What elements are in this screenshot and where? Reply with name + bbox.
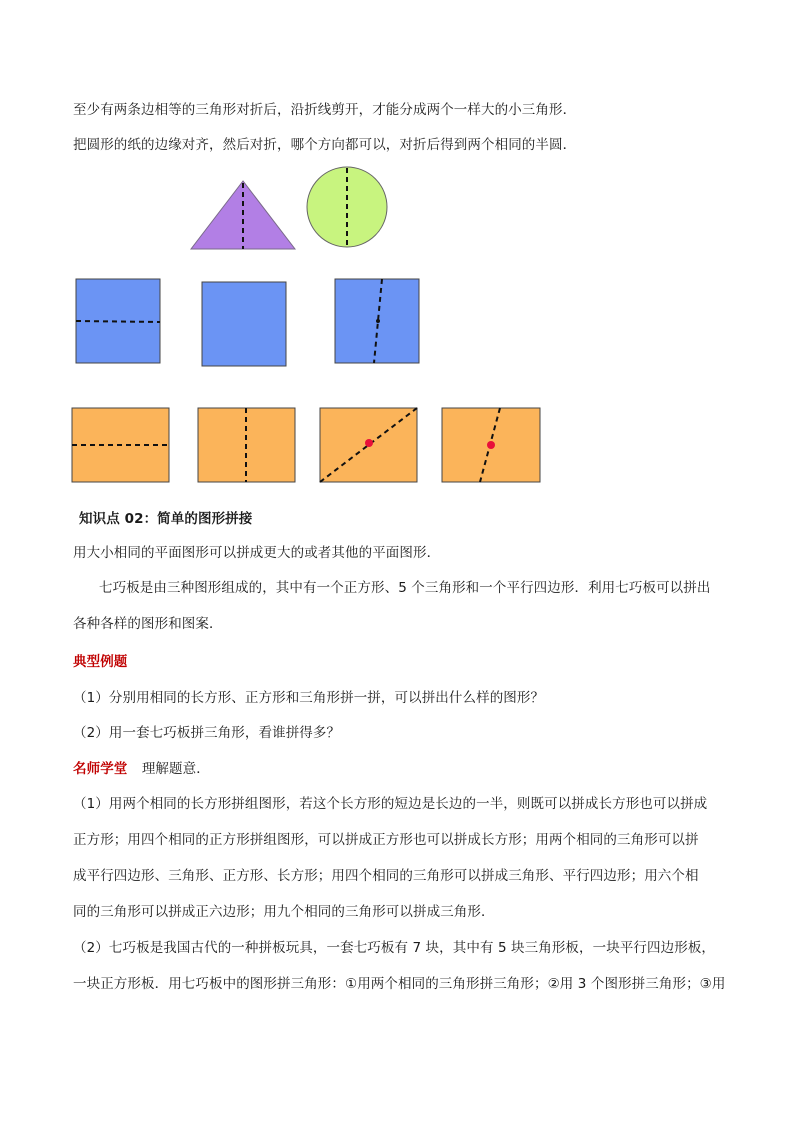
answer-2-line2: 一块正方形板．用七巧板中的图形拼三角形：①用两个相同的三角形拼三角形；②用 3 个图形拼三角形；③用: [73, 976, 726, 992]
question-2: （2）用一套七巧板拼三角形，看谁拼得多？: [73, 725, 341, 741]
answer-1-line1: （1）用两个相同的长方形拼组图形，若这个长方形的短边是长边的一半，则既可以拼成长方形也可以拼成: [73, 796, 708, 812]
section-heading: 知识点 02：简单的图形拼接: [79, 511, 253, 527]
blue-square-oblique-fold-icon: [335, 279, 419, 363]
orange-rectangle-diagonal-fold-icon: [320, 408, 417, 482]
teacher-text: 理解题意．: [141, 761, 210, 777]
blue-square-horizontal-fold-icon: [76, 279, 160, 363]
paragraph-circle-fold: 把圆形的纸的边缘对齐，然后对折，哪个方向都可以，对折后得到两个相同的半圆．: [73, 137, 577, 153]
orange-rectangle-horizontal-fold-icon: [72, 408, 169, 482]
answer-1-line3: 成平行四边形、三角形、正方形、长方形；用四个相同的三角形可以拼成三角形、平行四边形；用六个相: [73, 868, 699, 884]
circle-fold-icon: [307, 167, 387, 247]
answer-1-line4: 同的三角形可以拼成正六边形；用九个相同的三角形可以拼成三角形．: [73, 904, 495, 920]
paragraph-tangram-line1: 七巧板是由三种图形组成的，其中有一个正方形、5 个三角形和一个平行四边形．利用七巧板可以拼出: [99, 580, 711, 596]
answer-2-line1: （2）七巧板是我国古代的一种拼板玩具，一套七巧板有 7 块，其中有 5 块三角形板，一块平行四边形板，: [73, 940, 716, 956]
paragraph-tangram-line2: 各种各样的图形和图案．: [73, 616, 223, 632]
fold-figures: [0, 0, 794, 500]
orange-rectangle-oblique-fold-icon: [442, 408, 540, 482]
question-1: （1）分别用相同的长方形、正方形和三角形拼一拼，可以拼出什么样的图形？: [73, 690, 545, 706]
blue-square-no-fold-icon: [202, 282, 286, 366]
teacher-section: [73, 760, 210, 778]
example-label: 典型例题: [73, 654, 128, 670]
paragraph-triangle-fold: 至少有两条边相等的三角形对折后，沿折线剪开，才能分成两个一样大的小三角形．: [73, 102, 577, 118]
answer-1-line2: 正方形；用四个相同的正方形拼组图形，可以拼成正方形也可以拼成长方形；用两个相同的三角形可以拼: [73, 832, 699, 848]
teacher-label: 名师学堂: [73, 761, 128, 777]
paragraph-shape-combining: 用大小相同的平面图形可以拼成更大的或者其他的平面图形．: [73, 545, 441, 561]
triangle-fold-icon: [191, 181, 295, 249]
orange-rectangle-vertical-fold-icon: [198, 408, 295, 482]
